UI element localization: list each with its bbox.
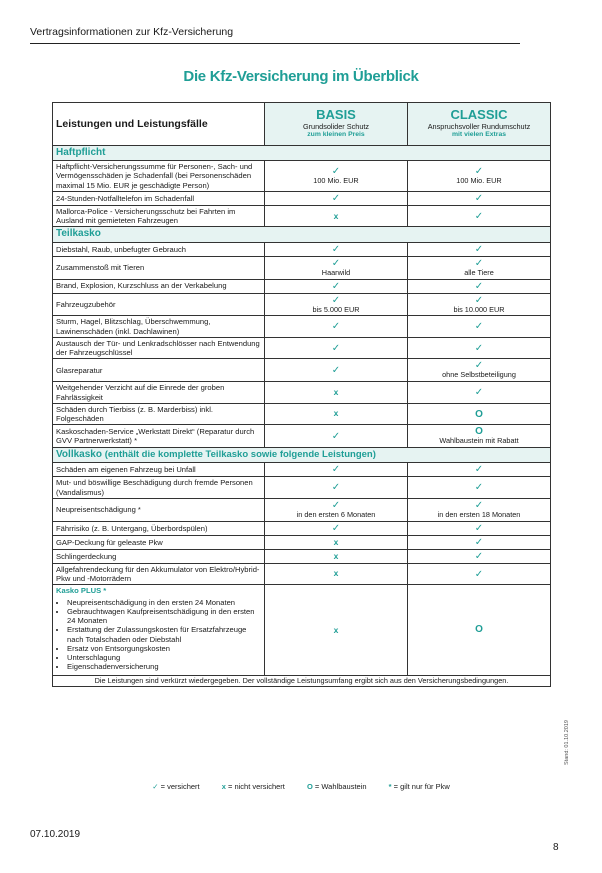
table-row [53,403,551,425]
classic-cell [408,337,551,359]
basis-cell [265,191,408,205]
check-icon: ✓ [331,166,341,178]
table-row [53,161,551,192]
classic-note: 100 Mio. EUR [456,176,502,186]
kasko-plus-basis [265,585,408,675]
check-icon: ✓ [331,364,341,376]
check-icon: ✓ [474,342,484,354]
legend-x-text: = nicht versichert [227,782,285,791]
basis-cell [265,463,408,477]
classic-cell [408,279,551,293]
header-basis [265,103,408,146]
page-number: 8 [553,842,559,853]
asterisk-icon: * [388,782,392,791]
check-icon: ✓ [331,522,341,534]
section-haftpflicht [53,146,551,227]
classic-sub: Anspruchsvoller Rundumschutz [427,121,531,131]
row-label: Fährrisiko (z. B. Untergang, Überbordspülen) [53,521,265,535]
classic-cell [408,463,551,477]
table-row [53,337,551,359]
check-icon: ✓ [474,243,484,255]
row-label: GAP-Deckung für geleaste Pkw [53,535,265,549]
list-item: • Eigenschadenversicherung [67,662,261,671]
row-label: Austausch der Tür- und Lenkradschlösser nach Entwendung der Fahrzeugschlüssel [53,337,265,359]
check-icon: ✓ [474,387,484,399]
check-icon: ✓ [331,430,341,442]
basis-note: in den ersten 6 Monaten [296,509,376,519]
classic-tag: mit vielen Extras [451,131,507,139]
classic-note: Wahlbaustein mit Rabatt [439,436,519,446]
legend-o [307,782,367,791]
row-label: Zusammenstoß mit Tieren [53,256,265,279]
header-classic [408,103,551,146]
table-row [53,191,551,205]
table-row [53,463,551,477]
kasko-plus-list [56,598,261,672]
classic-cell [408,549,551,563]
circle-icon: O [475,426,483,438]
classic-cell [408,425,551,448]
check-icon: ✓ [474,166,484,178]
legend-star [389,782,450,791]
x-icon: x [333,210,339,221]
row-label: Neupreisentschädigung * [53,498,265,521]
check-icon: ✓ [331,499,341,511]
x-icon: x [333,550,339,561]
table-footnote: Die Leistungen sind verkürzt wiedergegeben. Der vollständige Leistungsumfang ergibt sich aus den Versicherungsbedingungen. [53,675,551,687]
kasko-plus-classic [408,585,551,675]
basis-cell [265,563,408,585]
classic-cell [408,535,551,549]
basis-cell [265,279,408,293]
legend-o-text: = Wahlbaustein [314,782,367,791]
classic-cell [408,293,551,316]
basis-cell [265,403,408,425]
basis-cell [265,359,408,382]
classic-cell [408,563,551,585]
table-header-row [53,103,551,146]
table-row [53,205,551,227]
row-label: Schäden durch Tierbiss (z. B. Marderbiss) inkl. Folgeschäden [53,403,265,425]
check-icon: ✓ [474,464,484,476]
basis-cell [265,205,408,227]
basis-cell [265,425,408,448]
check-icon: ✓ [331,192,341,204]
header-rule [30,43,520,44]
x-icon: x [333,624,339,635]
basis-cell [265,161,408,192]
basis-cell [265,293,408,316]
header-label: Leistungen und Leistungsfälle [53,103,265,146]
basis-cell [265,477,408,499]
vollkasko-note: (enthält die komplette Teilkasko sowie folgende Leistungen) [104,449,376,461]
classic-name: CLASSIC [450,107,508,123]
page-title: Die Kfz-Versicherung im Überblick [183,68,419,85]
table-row [53,382,551,404]
check-icon: ✓ [474,192,484,204]
basis-note: 100 Mio. EUR [313,176,359,186]
check-icon: ✓ [331,280,341,292]
basis-cell [265,521,408,535]
list-item: • Neupreisentschädigung in den ersten 24 Monaten [67,598,261,607]
basis-cell [265,316,408,338]
check-icon: ✓ [331,464,341,476]
check-icon: ✓ [331,342,341,354]
footnote-row [53,675,551,687]
check-icon: ✓ [474,482,484,494]
basis-cell [265,256,408,279]
row-label: Brand, Explosion, Kurzschluss an der Verkabelung [53,279,265,293]
basis-cell [265,549,408,563]
check-icon: ✓ [152,782,159,791]
classic-cell [408,205,551,227]
table-row [53,256,551,279]
kasko-plus-cell [53,585,265,675]
basis-cell [265,337,408,359]
check-icon: ✓ [474,294,484,306]
basis-sub: Grundsolider Schutz [302,121,370,131]
section-title-haftpflicht: Haftpflicht [53,146,551,161]
basis-note: bis 5.000 EUR [312,304,360,314]
legend-check-text: = versichert [160,782,200,791]
section-title-vollkasko [53,448,551,463]
circle-icon: O [306,782,313,791]
basis-cell [265,242,408,256]
x-icon: x [333,408,339,419]
check-icon: ✓ [474,210,484,222]
section-teilkasko [53,227,551,448]
list-item: • Erstattung der Zulassungskosten für Ersatzfahrzeuge nach Totalschaden oder Diebstahl [67,625,261,644]
x-icon: x [333,568,339,579]
table-row [53,279,551,293]
classic-cell [408,403,551,425]
check-icon: ✓ [474,522,484,534]
section-title-teilkasko: Teilkasko [53,227,551,242]
check-icon: ✓ [474,499,484,511]
circle-icon: O [475,408,483,420]
classic-cell [408,316,551,338]
legend-star-text: = gilt nur für Pkw [393,782,450,791]
row-label: 24-Stunden-Notfalltelefon im Schadenfall [53,191,265,205]
row-label: Sturm, Hagel, Blitzschlag, Überschwemmung, Lawinenschäden (inkl. Dachlawinen) [53,316,265,338]
row-label: Schlingerdeckung [53,549,265,563]
table-row [53,498,551,521]
legend [0,782,602,791]
table-row [53,293,551,316]
row-label: Schäden am eigenen Fahrzeug bei Unfall [53,463,265,477]
table-row [53,521,551,535]
list-item: • Gebrauchtwagen Kaufpreisentschädigung in den ersten 24 Monaten [67,607,261,626]
check-icon: ✓ [474,536,484,548]
running-head: Vertragsinformationen zur Kfz-Versicherung [30,26,234,38]
table-row [53,563,551,585]
stand-date: Stand: 01.10.2019 [564,720,570,765]
check-icon: ✓ [474,550,484,562]
x-icon: x [221,782,226,791]
check-icon: ✓ [474,321,484,333]
classic-note: bis 10.000 EUR [453,304,505,314]
table-row [53,425,551,448]
row-label: Mallorca-Police - Versicherungsschutz bei Fahrten im Ausland mit gemieteten Fahrzeugen [53,205,265,227]
x-icon: x [333,386,339,397]
table-row [53,535,551,549]
row-label: Haftpflicht-Versicherungssumme für Personen-, Sach- und Vermögensschäden je Schadenfall (bei Personenschäden maximal 15 Mio. EUR je geschädigte Person) [53,161,265,192]
document-date: 07.10.2019 [30,829,81,840]
list-item: • Unterschlagung [67,653,261,662]
list-item: • Ersatz von Entsorgungskosten [67,644,261,653]
legend-check [152,782,199,791]
classic-note: ohne Selbstbeteiligung [442,370,516,380]
classic-cell [408,359,551,382]
row-label: Mut- und böswillige Beschädigung durch fremde Personen (Vandalismus) [53,477,265,499]
x-icon: x [333,536,339,547]
table-row [53,477,551,499]
basis-cell [265,498,408,521]
classic-note: alle Tiere [464,267,494,277]
classic-cell [408,191,551,205]
classic-cell [408,382,551,404]
check-icon: ✓ [474,360,484,372]
check-icon: ✓ [331,257,341,269]
legend-x [222,782,285,791]
classic-cell [408,521,551,535]
row-label: Kaskoschaden-Service „Werkstatt Direkt“ (Reparatur durch GVV Partnerwerkstatt) * [53,425,265,448]
classic-cell [408,256,551,279]
table-row [53,359,551,382]
classic-note: in den ersten 18 Monaten [437,509,521,519]
kasko-plus-row [53,585,551,675]
basis-tag: zum kleinen Preis [307,131,365,139]
check-icon: ✓ [331,321,341,333]
row-label: Diebstahl, Raub, unbefugter Gebrauch [53,242,265,256]
check-icon: ✓ [474,280,484,292]
check-icon: ✓ [331,243,341,255]
classic-cell [408,242,551,256]
basis-note: Haarwild [321,267,351,277]
table-row [53,549,551,563]
classic-cell [408,161,551,192]
row-label: Weitgehender Verzicht auf die Einrede der groben Fahrlässigkeit [53,382,265,404]
classic-cell [408,498,551,521]
basis-name: BASIS [316,107,356,123]
row-label: Glasreparatur [53,359,265,382]
basis-cell [265,382,408,404]
check-icon: ✓ [474,568,484,580]
check-icon: ✓ [331,482,341,494]
basis-cell [265,535,408,549]
table-row [53,242,551,256]
circle-icon: O [475,623,483,635]
classic-cell [408,477,551,499]
check-icon: ✓ [331,294,341,306]
row-label: Fahrzeugzubehör [53,293,265,316]
section-vollkasko [53,448,551,585]
overview-table [52,102,551,687]
check-icon: ✓ [474,257,484,269]
kasko-plus-title: Kasko PLUS * [56,586,107,596]
vollkasko-title: Vollkasko [56,449,102,461]
table-row [53,316,551,338]
row-label: Allgefahrendeckung für den Akkumulator von Elektro/Hybrid-Pkw und -Motorrädern [53,563,265,585]
